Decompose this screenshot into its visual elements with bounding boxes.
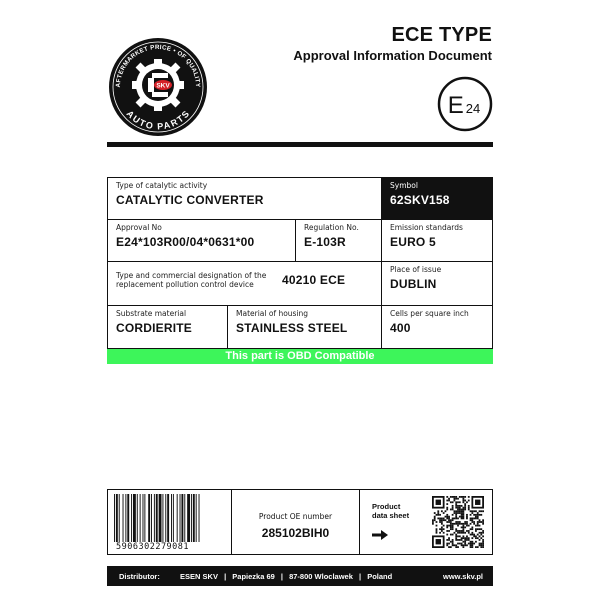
substrate-cell — [108, 306, 228, 348]
housing-cell — [228, 306, 382, 348]
place-label: Place of issue — [390, 265, 442, 274]
approval-cell — [108, 220, 296, 262]
substrate-label: Substrate material — [116, 309, 187, 318]
distributor-label: Distributor: — [119, 572, 160, 581]
qr-code-icon[interactable] — [432, 496, 484, 548]
logo-auto-parts: AUTO PARTS — [124, 108, 192, 132]
barcode-cell — [108, 490, 232, 554]
designation-label-line-2: replacement pollution control device — [116, 280, 254, 289]
approval-table — [107, 177, 493, 349]
housing-label: Material of housing — [236, 309, 309, 318]
product-info-box — [107, 489, 493, 555]
datasheet-cell — [360, 490, 492, 554]
oe-value: 285102BIH0 — [261, 526, 330, 540]
website-link[interactable]: www.skv.pl — [442, 572, 483, 581]
designation-cell — [108, 262, 382, 306]
e-mark-letter: E — [447, 92, 464, 119]
approval-label: Approval No — [116, 223, 162, 232]
cells-value: 400 — [390, 321, 411, 335]
footer-separator: | — [224, 572, 227, 581]
emission-cell — [382, 220, 492, 262]
e-mark-badge — [437, 76, 493, 132]
skv-logo — [108, 37, 208, 137]
oe-label: Product OE number — [258, 512, 333, 521]
document-title: ECE TYPE — [391, 24, 492, 46]
logo-ring-text: AFTERMARKET PRICE • OF QUALITY — [114, 43, 202, 88]
symbol-cell — [382, 178, 492, 220]
footer-separator: | — [358, 572, 362, 581]
barcode — [114, 494, 226, 544]
obd-banner: This part is OBD Compatible — [107, 349, 493, 364]
substrate-value: CORDIERITE — [116, 321, 193, 335]
place-cell — [382, 262, 492, 306]
cells-cell — [382, 306, 492, 348]
emission-label: Emission standards — [390, 223, 463, 232]
datasheet-label-line-2: data sheet — [372, 511, 410, 520]
designation-value: 40210 ECE — [282, 273, 346, 287]
symbol-value: 62SKV158 — [390, 193, 450, 207]
svg-text:E24 — [448, 92, 480, 119]
gear-icon — [132, 59, 184, 111]
activity-cell — [108, 178, 382, 220]
designation-label-line-1: Type and commercial designation of the — [116, 271, 267, 280]
distributor-company: ESEN SKV — [180, 572, 218, 581]
header-divider — [107, 142, 493, 147]
e-mark-number: 24 — [465, 101, 481, 116]
distributor-footer — [107, 566, 493, 586]
emission-value: EURO 5 — [390, 235, 436, 249]
document-subtitle: Approval Information Document — [293, 48, 492, 63]
distributor-city: 87-800 Wloclawek — [289, 572, 353, 581]
distributor-street: Papiezka 69 — [232, 572, 275, 581]
activity-value: CATALYTIC CONVERTER — [116, 193, 264, 207]
datasheet-label-line-1: Product — [372, 502, 401, 511]
activity-label: Type of catalytic activity — [116, 181, 208, 190]
logo-brand: SKV — [156, 82, 170, 90]
arrow-right-icon — [372, 530, 388, 540]
barcode-number: 5906302279081 — [116, 542, 190, 552]
approval-value: E24*103R00/04*0631*00 — [116, 235, 255, 249]
symbol-label: Symbol — [390, 181, 418, 190]
footer-separator: | — [280, 572, 283, 581]
regulation-label: Regulation No. — [304, 223, 359, 232]
place-value: DUBLIN — [390, 277, 437, 291]
cells-label: Cells per square inch — [390, 309, 469, 318]
regulation-value: E-103R — [304, 235, 346, 249]
distributor-country: Poland — [367, 572, 393, 581]
housing-value: STAINLESS STEEL — [236, 321, 348, 335]
oe-cell — [232, 490, 360, 554]
regulation-cell — [296, 220, 382, 262]
